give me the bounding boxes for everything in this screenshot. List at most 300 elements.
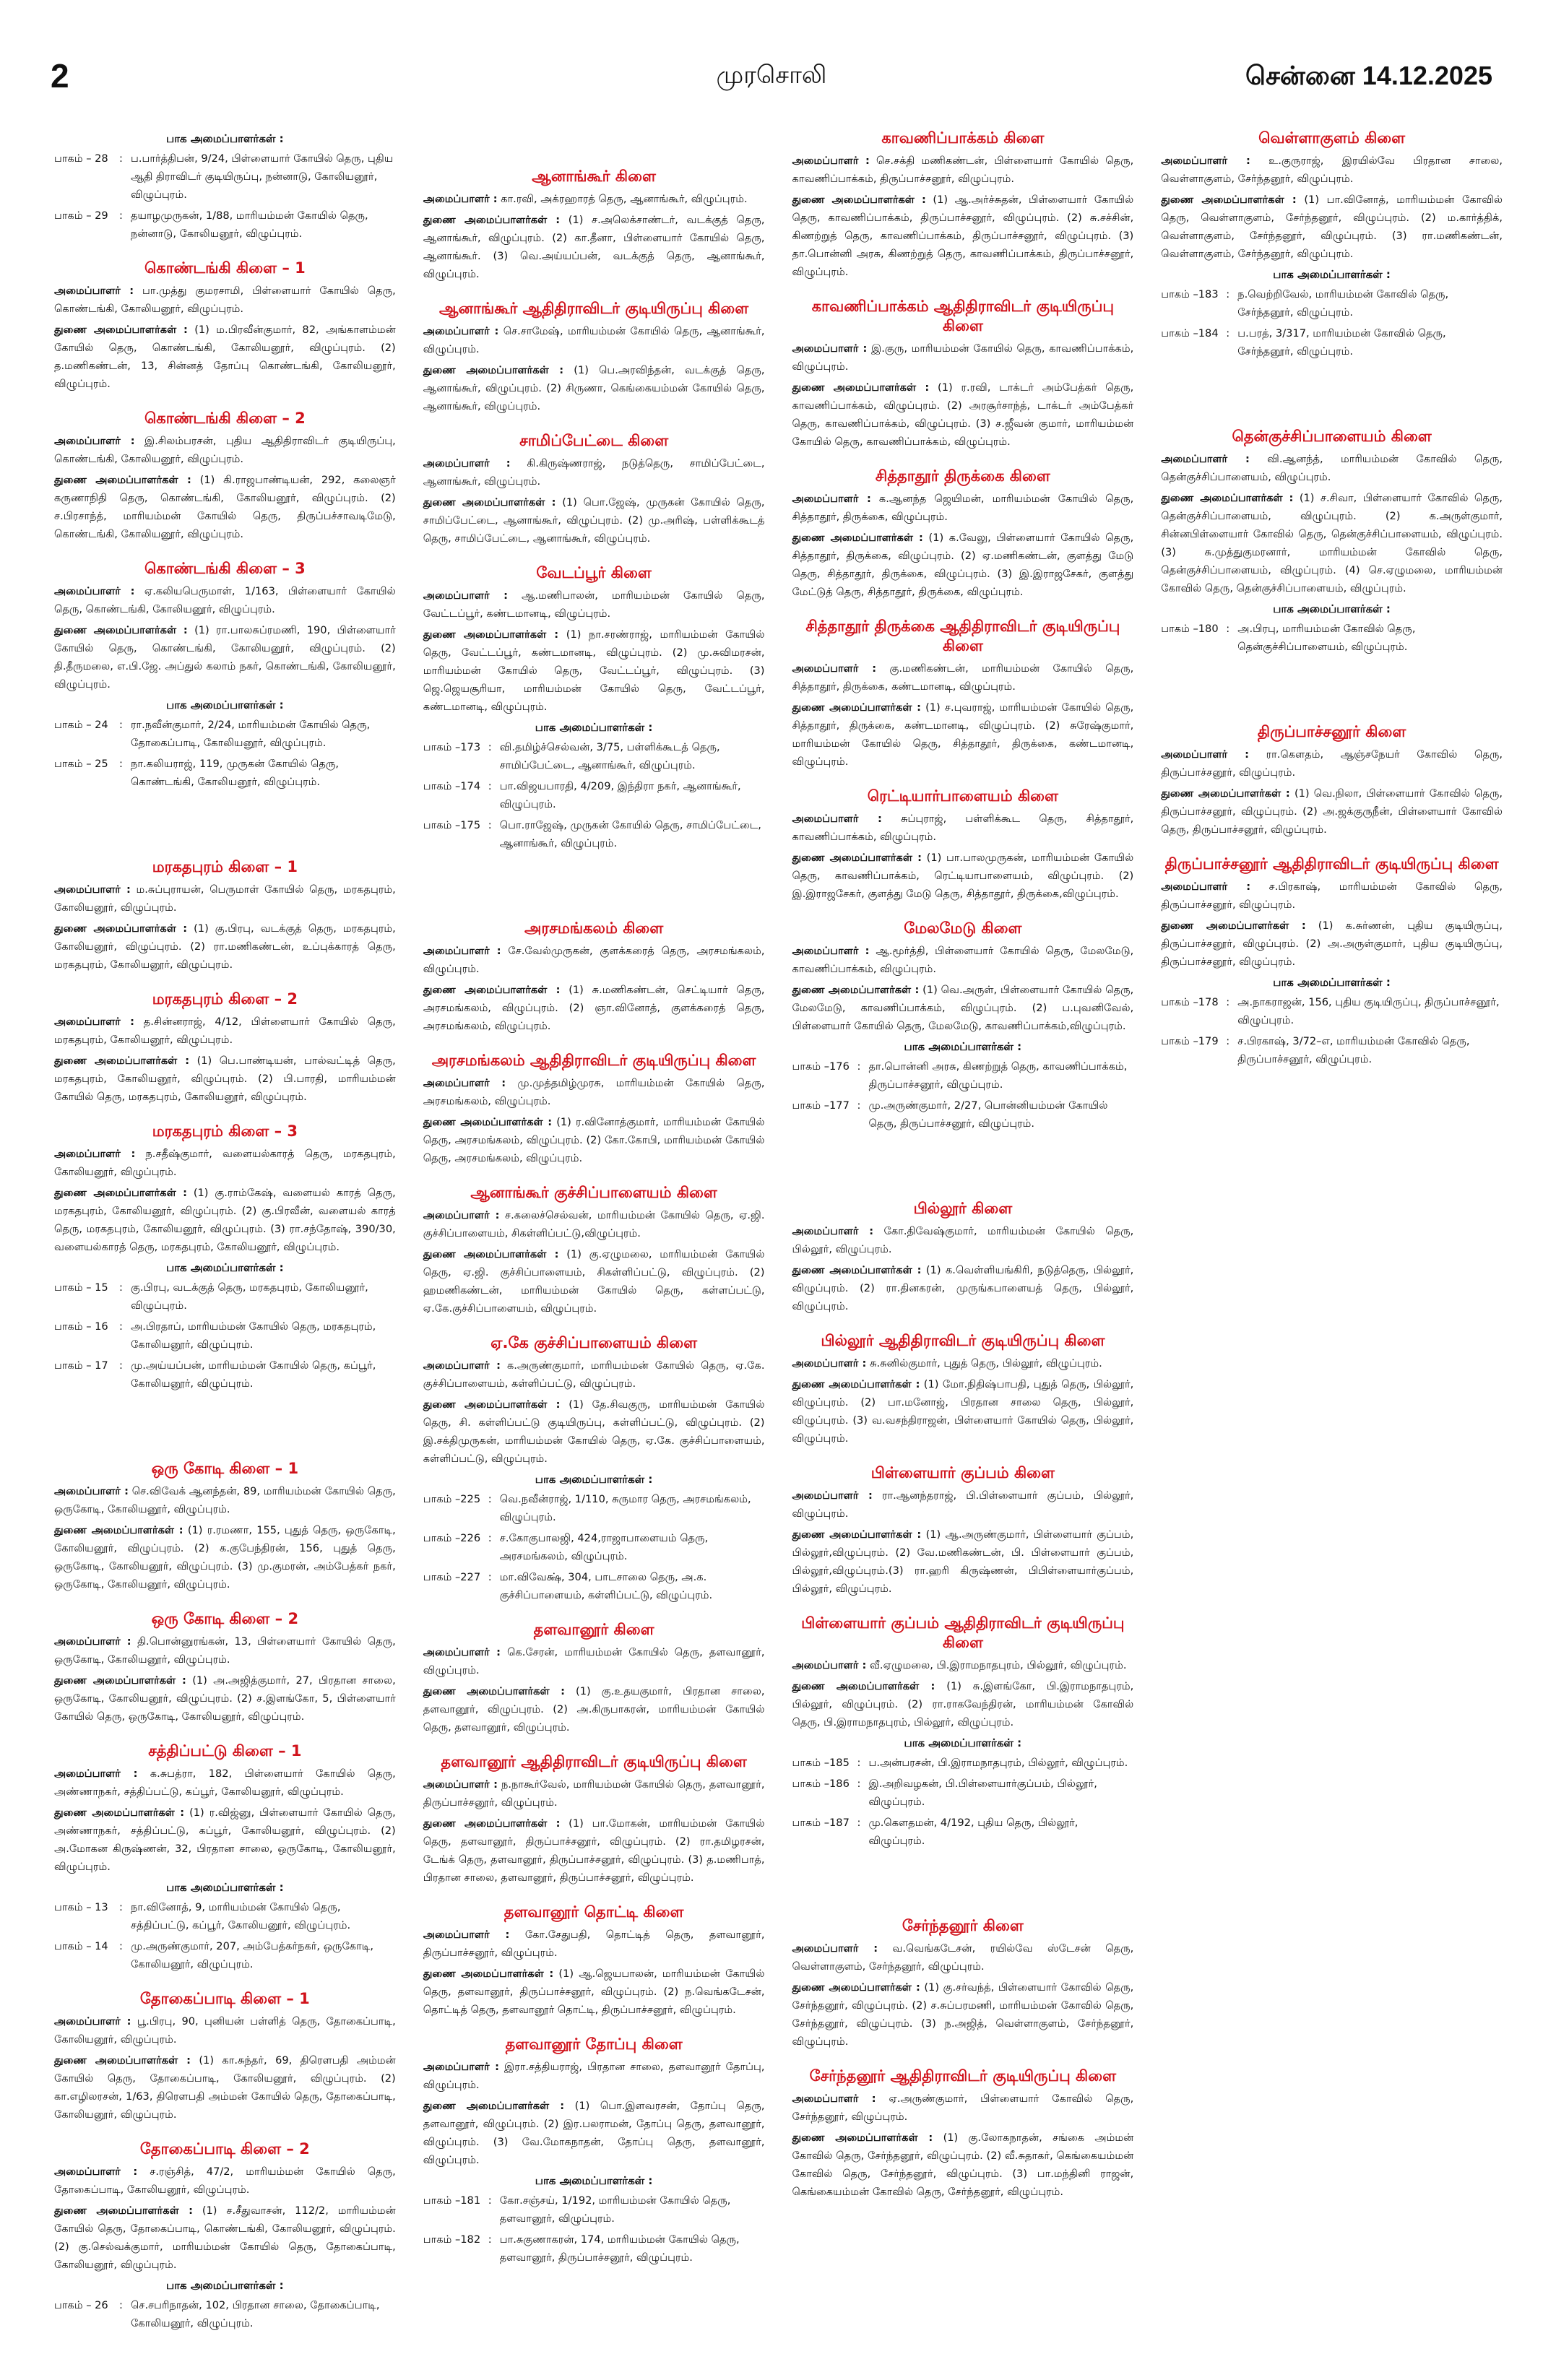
- part-number: பாகம் – 28: [54, 152, 108, 165]
- organizer-label: அமைப்பாளர் :: [54, 1767, 138, 1780]
- branch-heading: வெள்ளாகுளம் கிளை: [1258, 129, 1406, 147]
- organizer-text: வ.வெங்கடேசன், ரயில்வே ஸ்டேசன் தெரு, வெள்ளாகுளம், சேர்ந்தனூர், விழுப்புரம்.: [792, 1942, 1134, 1973]
- part-row: [54, 207, 396, 243]
- part-colon: :: [119, 152, 123, 165]
- deputies-label: துணை அமைப்பாளர்கள் :: [792, 1528, 922, 1541]
- branch-heading: தென்குச்சிப்பாளையம் கிளை: [1232, 428, 1432, 445]
- organizer-line: [792, 810, 1134, 846]
- branch-heading: தளவானூர் தொட்டி கிளை: [503, 1903, 684, 1921]
- branch-section: [792, 1199, 1134, 1315]
- part-organizers-title: பாக அமைப்பாளர்கள் :: [1273, 268, 1391, 281]
- deputies-line: [792, 378, 1134, 451]
- part-row: [792, 1057, 1134, 1094]
- branch-heading: மரகதபுரம் கிளை – 3: [152, 1122, 298, 1140]
- organizer-text: கோ.சேதுபதி, தொட்டித் தெரு, தளவானூர், திருப்பாச்சனூர், விழுப்புரம்.: [423, 1929, 765, 1959]
- deputies-label: துணை அமைப்பாளர்கள் :: [792, 1981, 920, 1994]
- section-spacer: [54, 1408, 396, 1459]
- deputies-label: துணை அமைப்பாளர்கள் :: [423, 1968, 554, 1980]
- organizer-label: அமைப்பாளர் :: [792, 662, 877, 675]
- part-colon: :: [488, 2194, 492, 2207]
- part-number: பாகம் – 24: [54, 719, 108, 731]
- part-number: பாகம் –181: [423, 2194, 481, 2207]
- branch-section: [423, 1183, 765, 1317]
- part-row: [423, 816, 765, 852]
- organizer-text: ஏ.கலியபெருமாள், 1/163, பிள்ளையார் கோயில் தெரு, கொண்டங்கி, கோலியனூர், விழுப்புரம்.: [54, 585, 396, 615]
- deputies-line: [423, 1814, 765, 1887]
- organizer-line: [1161, 152, 1503, 188]
- organizer-text: பூ.பிரபு, 90, புனியன் பள்ளித் தெரு, தோகைப்பாடி, கோலியனூர், விழுப்புரம்.: [54, 2015, 396, 2046]
- organizer-line: [792, 659, 1134, 696]
- branch-section: [792, 787, 1134, 903]
- branch-heading: கொண்டங்கி கிளை – 1: [144, 259, 306, 277]
- part-text: பா.விஜயபாரதி, 4/209, இந்திரா நகர், ஆனாங்கூர், விழுப்புரம்.: [499, 780, 741, 810]
- organizer-text: செ.விவேக் ஆனந்தன், 89, மாரியம்மன் கோயில் தெரு, ஒருகோடி, கோலியனூர், விழுப்புரம்.: [54, 1485, 396, 1515]
- deputies-text: (1) கா.சுந்தர், 69, திரௌபதி அம்மன் கோயில் தெரு, தோகைப்பாடி, கோலியனூர், விழுப்புரம். (2) கா.எழிலரசன், 1/63, திரௌபதி அம்மன் கோயில் தெரு, தோகைப்பாடி, கோலியனூர், விழுப்புரம்.: [54, 2054, 396, 2121]
- part-text: மு.அய்யப்பன், மாரியம்மன் கோயில் தெரு, கப்பூர், கோலியனூர், விழுப்புரம்.: [131, 1359, 376, 1390]
- part-text: அ.நாகராஜன், 156, புதிய குடியிருப்பு, திருப்பாச்சனூர், விழுப்புரம்.: [1237, 996, 1500, 1026]
- part-organizers-title: பாக அமைப்பாளர்கள் :: [1273, 602, 1391, 615]
- part-colon: :: [119, 1281, 123, 1294]
- organizer-line: [1161, 745, 1503, 782]
- part-organizers-title: பாக அமைப்பாளர்கள் :: [535, 1473, 653, 1486]
- deputies-text: (1) க.வேலு, பிள்ளையார் கோயில் தெரு, சித்தாதூர், திருக்கை, விழுப்புரம். (2) ஏ.மணிகண்டன், குளத்து மேடு தெரு, சித்தாதூர், திருக்கை, விழுப்புரம். (3) இ.இராஜசேகர், குளத்து மேட்டுத் தெரு, சித்தாதூர், திருக்கை, விழுப்புரம்.: [792, 532, 1134, 598]
- deputies-label: துணை அமைப்பாளர்கள் :: [54, 1806, 185, 1819]
- organizer-label: அமைப்பாளர் :: [54, 2015, 131, 2028]
- part-row: [423, 738, 765, 774]
- branch-section: [54, 1989, 396, 2124]
- branch-heading: தளவானூர் ஆதிதிராவிடர் குடியிருப்பு கிளை: [441, 1753, 747, 1770]
- deputies-label: துணை அமைப்பாளர்கள் :: [54, 2054, 191, 2067]
- organizer-line: [792, 1939, 1134, 1976]
- deputies-text: (1) பா.மோகன், மாரியம்மன் கோயில் தெரு, தளவானூர், திருப்பாச்சனூர், விழுப்புரம். (2) ரா.தமிழரசன், டேங்க் தெரு, தளவானூர், திருப்பாச்சனூர், விழுப்புரம். (3) த.மணிபாத், பிரதான சாலை, தளவானூர், திருப்பாச்சனூர், விழுப்புரம்.: [423, 1817, 765, 1884]
- organizer-label: அமைப்பாளர் :: [792, 1357, 867, 1369]
- deputies-line: [423, 1245, 765, 1317]
- organizer-label: அமைப்பாளர் :: [423, 1209, 500, 1221]
- organizer-line: [54, 282, 396, 318]
- part-number: பாகம் –174: [423, 780, 481, 792]
- branch-section: [54, 1122, 396, 1393]
- part-colon: :: [857, 1757, 861, 1769]
- part-colon: :: [119, 2299, 123, 2311]
- deputies-label: துணை அமைப்பாளர்கள் :: [423, 1817, 561, 1830]
- deputies-label: துணை அமைப்பாளர்கள் :: [423, 1685, 565, 1697]
- part-text: மு.அருண்குமார், 207, அம்பேத்கர்நகர், ஒருகோடி, கோலியனூர், விழுப்புரம்.: [131, 1940, 374, 1970]
- section-spacer: [423, 2282, 765, 2333]
- organizer-label: அமைப்பாளர் :: [423, 589, 508, 602]
- deputies-label: துணை அமைப்பாளர்கள் :: [1161, 787, 1290, 800]
- deputies-label: துணை அமைப்பாளர்கள் :: [792, 701, 921, 714]
- branch-section: [1161, 722, 1503, 839]
- organizer-line: [792, 152, 1134, 188]
- deputies-label: துணை அமைப்பாளர்கள் :: [54, 624, 188, 636]
- deputies-line: [792, 1677, 1134, 1731]
- part-text: வெ.நவீன்ராஜ், 1/110, சுருமார தெரு, அரசமங்கலம், விழுப்புரம்.: [499, 1493, 751, 1523]
- branch-section: [792, 1331, 1134, 1448]
- organizer-text: சே.வேல்முருகன், குளக்கரைத் தெரு, அரசமங்கலம், விழுப்புரம்.: [423, 945, 765, 975]
- part-text: ந.வெற்றிவேல், மாரியம்மன் கோவில் தெரு, சேர்ந்தனூர், விழுப்புரம்.: [1237, 288, 1449, 319]
- organizer-line: [792, 1487, 1134, 1523]
- part-number: பாகம் – 15: [54, 1281, 108, 1294]
- organizer-line: [54, 1013, 396, 1049]
- organizer-text: மு.முத்தமிழ்முரசு, மாரியம்மன் கோயில் தெரு, அரசமங்கலம், விழுப்புரம்.: [423, 1077, 765, 1107]
- branch-heading: தளவானூர் கிளை: [533, 1621, 654, 1638]
- deputies-line: [792, 1261, 1134, 1315]
- deputies-label: துணை அமைப்பாளர்கள் :: [423, 984, 561, 996]
- part-text: கோ.சஞ்சய், 1/192, மாரியம்மன் கோயில் தெரு, தளவானூர், விழுப்புரம்.: [499, 2194, 731, 2225]
- deputies-text: (1) வெ.நிலா, பிள்ளையார் கோவில் தெரு, திருப்பாச்சனூர், விழுப்புரம். (2) அ.ஜக்குருநீன், பிள்ளையார் கோவில் தெரு, திருப்பாச்சனூர், விழுப்புரம்.: [1161, 787, 1503, 836]
- organizer-label: அமைப்பாளர் :: [54, 1148, 136, 1160]
- branch-heading: தளவானூர் தோப்பு கிளை: [505, 2035, 683, 2053]
- deputies-label: துணை அமைப்பாளர்கள் :: [423, 496, 556, 509]
- branch-section: [1161, 129, 1503, 360]
- part-organizers-title: பாக அமைப்பாளர்கள் :: [166, 1261, 284, 1274]
- part-colon: :: [488, 780, 492, 792]
- branch-section: [792, 2067, 1134, 2201]
- deputies-text: (1) பொ.இளவரசன், தோப்பு தெரு, தளவானூர், விழுப்புரம். (2) இர.பலராமன், தோப்பு தெரு, தளவானூர், விழுப்புரம். (3) வே.மோகநாதன், தோப்பு தெரு, தளவானூர், விழுப்புரம்.: [423, 2100, 765, 2166]
- deputies-line: [792, 1526, 1134, 1598]
- organizer-label: அமைப்பாளர் :: [423, 945, 501, 957]
- organizer-label: அமைப்பாளர் :: [1161, 453, 1250, 465]
- part-text: மு.அருண்குமார், 2/27, பொன்னியம்மன் கோயில் தெரு, திருப்பாச்சனூர், விழுப்புரம்.: [868, 1099, 1108, 1130]
- part-text: நா.வினோத், 9, மாரியம்மன் கோயில் தெரு, சத்திப்பட்டு, கப்பூர், கோலியனூர், விழுப்புரம்.: [131, 1901, 351, 1931]
- branch-section: [423, 1903, 765, 2019]
- part-colon: :: [488, 1532, 492, 1544]
- organizer-text: வி.ஆனந்த், மாரியம்மன் கோவில் தெரு, தென்குச்சிப்பாளையம், விழுப்புரம்.: [1161, 453, 1503, 483]
- organizer-line: [1161, 450, 1503, 486]
- organizer-label: அமைப்பாளர் :: [423, 193, 498, 205]
- part-colon: :: [488, 741, 492, 753]
- branch-heading: திருப்பாச்சனூர் கிளை: [1257, 723, 1406, 740]
- organizer-line: [792, 339, 1134, 376]
- deputies-text: (1) ர.ரமணா, 155, புதுத் தெரு, ஒருகோடி, கோலியனூர், விழுப்புரம். (2) க.குபேந்திரன், 156, புதுத் தெரு, ஒருகோடி, கோலியனூர், விழுப்புரம். (3) மு.குமரன், அம்பேத்கர் நகர், ஒருகோடி, கோலியனூர், விழுப்புரம்.: [54, 1524, 396, 1591]
- part-colon: :: [1226, 623, 1230, 635]
- organizer-text: க.அருண்குமார், மாரியம்மன் கோயில் தெரு, ஏ.கே. குச்சிப்பாளையம், கள்ளிப்பட்டு, விழுப்புரம்.: [423, 1359, 765, 1390]
- branch-heading: பிள்ளையார் குப்பம் ஆதிதிராவிடர் குடியிருப்பு கிளை: [801, 1614, 1125, 1651]
- organizer-text: செ.சக்தி மணிகண்டன், பிள்ளையார் கோயில் தெரு, காவணிப்பாக்கம், திருப்பாச்சனூர், விழுப்புரம்.: [792, 155, 1134, 185]
- deputies-label: துணை அமைப்பாளர்கள் :: [423, 628, 559, 641]
- part-organizers-title: பாக அமைப்பாளர்கள் :: [904, 1736, 1022, 1749]
- deputies-label: துணை அமைப்பாளர்கள் :: [792, 194, 926, 206]
- deputies-text: (1) ச.அலெக்சாண்டர், வடக்குத் தெரு, ஆனாங்கூர், விழுப்புரம். (2) கா.தீனா, பிள்ளையார் கோயில் தெரு, ஆனாங்கூர். (3) வெ.அய்யப்பன், வடக்குத் தெரு, ஆனாங்கூர், விழுப்புரம்.: [423, 214, 765, 280]
- deputies-line: [1161, 489, 1503, 597]
- deputies-text: (1) ர.ரவி, டாக்டர் அம்பேத்கர் தெரு, காவணிப்பாக்கம், விழுப்புரம். (2) அரசூர்சாந்த், டாக்டர் அம்பேத்கர் தெரு, காவணிப்பாக்கம், விழுப்புரம். (3) ச.ஜீவன் குமார், மாரியம்மன் கோயில் தெரு, காவணிப்பாக்கம், விழுப்புரம்.: [792, 381, 1134, 448]
- deputies-label: துணை அமைப்பாளர்கள் :: [792, 1378, 920, 1390]
- organizer-line: [54, 1482, 396, 1518]
- organizer-label: அமைப்பாளர் :: [1161, 155, 1250, 167]
- organizer-text: வீ.ஏழுமலை, பி.இராமநாதபுரம், பில்லூர், விழுப்புரம்.: [869, 1659, 1127, 1671]
- part-text: பொ.ராஜேஷ், முருகன் கோயில் தெரு, சாமிப்பேட்டை, ஆனாங்கூர், விழுப்புரம்.: [499, 819, 761, 849]
- deputies-text: (1) ம.பிரவீன்குமார், 82, அங்காளம்மன் கோயில் தெரு, கொண்டங்கி, கோலியனூர், விழுப்புரம். (2) த.மணிகண்டன், 13, சின்னத் தோப்பு கொண்டங்கி, கோலியனூர், விழுப்புரம்.: [54, 324, 396, 390]
- branch-section: [423, 299, 765, 415]
- deputies-line: [423, 211, 765, 283]
- organizer-label: அமைப்பாளர் :: [423, 1929, 510, 1941]
- branch-section: [54, 1741, 396, 1973]
- part-colon: :: [488, 1493, 492, 1505]
- section-spacer: [423, 868, 765, 919]
- deputies-text: (1) பெ.அரவிந்தன், வடக்குத் தெரு, ஆனாங்கூர், விழுப்புரம். (2) சிருணா, கெங்கையம்மன் கோயில் தெரு, ஆனாங்கூர், விழுப்புரம்.: [423, 364, 765, 412]
- part-number: பாகம் –184: [1161, 327, 1219, 339]
- deputies-text: (1) வெ.அருள், பிள்ளையார் கோயில் தெரு, மேலமேடு, காவணிப்பாக்கம், விழுப்புரம். (2) ப.புவனிவேல், பிள்ளையார் கோயில் தெரு, மேலமேடு, காவணிப்பாக்கம்,விழுப்புரம்.: [792, 984, 1134, 1032]
- organizer-text: த.சின்னராஜ், 4/12, பிள்ளையார் கோயில் தெரு, மரகதபுரம், கோலியனூர், விழுப்புரம்.: [54, 1016, 396, 1046]
- part-organizers-title: பாக அமைப்பாளர்கள் :: [535, 721, 653, 734]
- part-text: ச.பிரகாஷ், 3/72–எ, மாரியம்மன் கோவில் தெரு, திருப்பாச்சனூர், விழுப்புரம்.: [1237, 1035, 1470, 1065]
- part-row: [54, 150, 396, 204]
- deputies-text: (1) பா.வினோத், மாரியம்மன் கோவில் தெரு, வெள்ளாகுளம், சேர்ந்தனூர், விழுப்புரம். (2) ம.கார்த்திக், வெள்ளாகுளம், சேர்ந்தனூர், விழுப்புரம். (3) ரா.மணிகண்டன், வெள்ளாகுளம், சேர்ந்தனூர், விழுப்புரம்.: [1161, 194, 1503, 260]
- deputies-line: [54, 919, 396, 974]
- organizer-text: ச.ரஞ்சித், 47/2, மாரியம்மன் கோயில் தெரு, தோகைப்பாடி, கோலியனூர், விழுப்புரம்.: [54, 2165, 396, 2196]
- organizer-text: ந.சதீஷ்குமார், வளையல்காரத் தெரு, மரகதபுரம், கோலியனூர், விழுப்புரம்.: [54, 1148, 396, 1178]
- part-number: பாகம் –177: [792, 1099, 850, 1112]
- organizer-text: க.ஆனந்த ஜெயிமன், மாரியம்மன் கோயில் தெரு, சித்தாதூர், திருக்கை, விழுப்புரம்.: [792, 493, 1134, 523]
- branch-heading: ஏ.கே குச்சிப்பாளையம் கிளை: [490, 1334, 698, 1351]
- part-organizers-title: பாக அமைப்பாளர்கள் :: [166, 132, 284, 145]
- part-text: அ.பிரபு, மாரியம்மன் கோவில் தெரு, தென்குச்சிப்பாளையம், விழுப்புரம்.: [1237, 623, 1416, 653]
- deputies-line: [792, 849, 1134, 903]
- branch-section: [423, 167, 765, 283]
- deputies-line: [423, 361, 765, 415]
- organizer-text: சுப்புராஜ், பள்ளிக்கூட தெரு, சித்தாதூர், காவணிப்பாக்கம், விழுப்புரம்.: [792, 813, 1134, 843]
- deputies-line: [792, 2129, 1134, 2201]
- deputies-line: [423, 626, 765, 716]
- organizer-label: அமைப்பாளர் :: [54, 285, 134, 297]
- part-row: [423, 1529, 765, 1565]
- newspaper-title: முரசொலி: [716, 61, 827, 90]
- branch-section: [54, 259, 396, 393]
- organizer-label: அமைப்பாளர் :: [54, 883, 131, 896]
- deputies-line: [1161, 784, 1503, 839]
- branch-heading: சித்தாதூர் திருக்கை ஆதிதிராவிடர் குடியிருப்பு கிளை: [805, 618, 1120, 654]
- branch-heading: மரகதபுரம் கிளை – 2: [152, 990, 298, 1008]
- deputies-line: [1161, 191, 1503, 263]
- organizer-label: அமைப்பாளர் :: [54, 585, 135, 597]
- deputies-label: துணை அமைப்பாளர்கள் :: [54, 1674, 186, 1687]
- deputies-label: துணை அமைப்பாளர்கள் :: [792, 532, 923, 544]
- branch-heading: வேடப்பூர் கிளை: [536, 564, 652, 581]
- section-spacer: [1161, 376, 1503, 427]
- deputies-label: துணை அமைப்பாளர்கள் :: [792, 2132, 933, 2144]
- part-colon: :: [1226, 288, 1230, 300]
- deputies-text: (1) ஆ.அர்ச்சுதன், பிள்ளையார் கோயில் தெரு, காவணிப்பாக்கம், திருப்பாச்சனூர், விழுப்புரம். (2) சு.சச்சின், கிணற்றுத் தெரு, காவணிப்பாக்கம், திருப்பாச்சனூர், விழுப்புரம். (3) தா.பொன்னி அரசு, கிணற்றுத் தெரு, காவணிப்பாக்கம், திருப்பாச்சனூர், விழுப்புரம்.: [792, 194, 1134, 278]
- organizer-line: [54, 1632, 396, 1669]
- organizer-text: கு.மணிகண்டன், மாரியம்மன் கோயில் தெரு, சித்தாதூர், திருக்கை, கண்டமானடி, விழுப்புரம்.: [792, 662, 1134, 693]
- part-number: பாகம் –186: [792, 1778, 850, 1790]
- branch-heading: ஆனாங்கூர் குச்சிப்பாளையம் கிளை: [470, 1184, 717, 1201]
- organizer-text: ரா.கௌதம், ஆஞ்சநேயர் கோவில் தெரு, திருப்பாச்சனூர், விழுப்புரம்.: [1161, 748, 1503, 779]
- deputies-label: துணை அமைப்பாளர்கள் :: [792, 1264, 922, 1276]
- part-organizers-title: பாக அமைப்பாளர்கள் :: [535, 2174, 653, 2187]
- deputies-label: துணை அமைப்பாளர்கள் :: [54, 1055, 190, 1067]
- part-number: பாகம் –225: [423, 1493, 481, 1505]
- organizer-label: அமைப்பாளர் :: [423, 457, 511, 469]
- deputies-line: [54, 321, 396, 393]
- part-colon: :: [1226, 1035, 1230, 1047]
- deputies-line: [54, 2202, 396, 2274]
- part-organizers-title: பாக அமைப்பாளர்கள் :: [166, 698, 284, 711]
- deputies-label: துணை அமைப்பாளர்கள் :: [423, 364, 564, 376]
- branch-section: [423, 919, 765, 1035]
- part-text: தயாழமுருகன், 1/88, மாரியம்மன் கோயில் தெரு, நன்னாடு, கோலியனூர், விழுப்புரம்.: [131, 209, 368, 240]
- organizer-line: [423, 942, 765, 978]
- deputies-label: துணை அமைப்பாளர்கள் :: [423, 1248, 559, 1260]
- organizer-text: கோ.திவேஷ்குமார், மாரியம்மன் கோயில் தெரு, பில்லூர், விழுப்புரம்.: [792, 1225, 1134, 1255]
- organizer-text: ந.நாகூர்வேல், மாரியம்மன் கோயில் தெரு, தளவானூர், திருப்பாச்சனூர், விழுப்புரம்.: [423, 1778, 765, 1809]
- branch-heading: தோகைப்பாடி கிளை – 1: [139, 1990, 310, 2007]
- part-number: பாகம் –179: [1161, 1035, 1219, 1047]
- deputies-text: (1) ரா.பாலசுப்ரமணி, 190, பிள்ளையார் கோயில் தெரு, கொண்டங்கி, கோலியனூர், விழுப்புரம். (2) தி.தீருமலை, எ.பி.ஜே. அப்துல் கலாம் நகர், கொண்டங்கி, கோலியனூர், விழுப்புரம்.: [54, 624, 396, 691]
- organizer-text: ஆ.மணிபாலன், மாரியம்மன் கோயில் தெரு, வேட்டப்பூர், கண்டமானடி, விழுப்புரம்.: [423, 589, 765, 620]
- deputies-line: [54, 1184, 396, 1256]
- part-number: பாகம் –226: [423, 1532, 481, 1544]
- part-colon: :: [488, 1571, 492, 1583]
- section-spacer: [1161, 672, 1503, 722]
- deputies-text: (1) கு.லோகநாதன், சங்கை அம்மன் கோவில் தெரு, சேர்ந்தனூர், விழுப்புரம். (2) வீ.சுதாகர், கெங்கையம்மன் கோவில் தெரு, சேர்ந்தனூர், விழுப்புரம். (3) பா.மந்தினி ராஜன், கெங்கையம்மன் கோவில் தெரு, சேர்ந்தனூர், விழுப்புரம்.: [792, 2132, 1134, 2198]
- branch-section: [54, 1609, 396, 1726]
- part-organizers-title: பாக அமைப்பாளர்கள் :: [166, 2279, 284, 2292]
- organizer-text: ஏ.அருண்குமார், பிள்ளையார் கோவில் தெரு, சேர்ந்தனூர், விழுப்புரம்.: [792, 2093, 1134, 2123]
- deputies-line: [792, 1978, 1134, 2051]
- branch-section: [423, 563, 765, 852]
- branch-section: [423, 1333, 765, 1604]
- deputies-text: (1) பொ.ஜேஷ், முருகன் கோயில் தெரு, சாமிப்பேட்டை, ஆனாங்கூர், விழுப்புரம். (2) மு.அரிஷ், பள்ளிக்கூடத் தெரு, சாமிப்பேட்டை, ஆனாங்கூர், விழுப்புரம்.: [423, 496, 765, 545]
- organizer-line: [54, 2163, 396, 2199]
- deputies-text: (1) கு.சர்வந்த், பிள்ளையார் கோவில் தெரு, சேர்ந்தனூர், விழுப்புரம். (2) ச.சுப்பரமணி, மாரியம்மன் கோவில் தெரு, சேர்ந்தனூர், விழுப்புரம். (3) ந.அஜித், வெள்ளாகுளம், சேர்ந்தனூர், விழுப்புரம்.: [792, 1981, 1134, 2048]
- organizer-text: இ.சிலம்பரசன், புதிய ஆதிதிராவிடர் குடியிருப்பு, கொண்டங்கி, கோலியனூர், விழுப்புரம்.: [54, 435, 396, 465]
- organizer-line: [792, 942, 1134, 978]
- branch-section: [1161, 854, 1503, 1068]
- deputies-line: [792, 698, 1134, 771]
- deputies-text: (1) ச.புவராஜ், மாரியம்மன் கோயில் தெரு, சித்தாதூர், திருக்கை, கண்டமானடி, விழுப்புரம். (2) சுரேஷ்குமார், மாரியம்மன் கோயில் தெரு, சித்தாதூர், திருக்கை, கண்டமானடி, விழுப்புரம்.: [792, 701, 1134, 768]
- part-row: [792, 1754, 1134, 1772]
- part-row: [1161, 285, 1503, 321]
- organizer-label: அமைப்பாளர் :: [54, 435, 135, 447]
- deputies-line: [54, 471, 396, 543]
- organizer-label: அமைப்பாளர் :: [792, 1659, 867, 1671]
- section-spacer: [54, 807, 396, 857]
- organizer-text: ச.பிரகாஷ், மாரியம்மன் கோவில் தெரு, திருப்பாச்சனூர், விழுப்புரம்.: [1161, 880, 1503, 911]
- branch-section: [54, 857, 396, 974]
- part-colon: :: [119, 1901, 123, 1913]
- part-number: பாகம் – 17: [54, 1359, 108, 1372]
- part-text: மா.விவேக்ஷ், 304, பாடசாலை தெரு, அ.க. குச்சிப்பாளையம், கள்ளிப்பட்டு, விழுப்புரம்.: [499, 1571, 713, 1601]
- deputies-line: [792, 529, 1134, 601]
- branch-section: [792, 1916, 1134, 2051]
- part-number: பாகம் –176: [792, 1060, 850, 1073]
- part-text: ப.பார்த்திபன், 9/24, பிள்ளையார் கோயில் தெரு, புதிய ஆதி திராவிடர் குடியிருப்பு, நன்னாடு, கோலியனூர், விழுப்புரம்.: [131, 152, 394, 201]
- organizer-line: [423, 322, 765, 358]
- organizer-label: அமைப்பாளர் :: [792, 2093, 876, 2105]
- deputies-label: துணை அமைப்பாளர்கள் :: [1161, 492, 1294, 504]
- organizer-line: [423, 1074, 765, 1110]
- deputies-label: துணை அமைப்பாளர்கள் :: [792, 984, 920, 996]
- organizer-text: தி.பொன்னுரங்கன், 13, பிள்ளையார் கோயில் தெரு, ஒருகோடி, கோலியனூர், விழுப்புரம்.: [54, 1635, 396, 1666]
- organizer-label: அமைப்பாளர் :: [1161, 880, 1251, 893]
- part-number: பாகம் –183: [1161, 288, 1219, 300]
- part-row: [792, 1096, 1134, 1133]
- deputies-label: துணை அமைப்பாளர்கள் :: [54, 1187, 187, 1199]
- deputies-line: [54, 2051, 396, 2124]
- organizer-label: அமைப்பாளர் :: [792, 493, 871, 505]
- dateline: சென்னை 14.12.2025: [1245, 61, 1492, 90]
- organizer-label: அமைப்பாளர் :: [792, 1225, 874, 1237]
- organizer-text: கா.ரவி, அக்ரஹாரத் தெரு, ஆனாங்கூர், விழுப்புரம்.: [501, 193, 748, 205]
- branch-section: [423, 2035, 765, 2267]
- part-row: [1161, 993, 1503, 1029]
- part-text: செ.சபரிநாதன், 102, பிரதான சாலை, தோகைப்பாடி, கோலியனூர், விழுப்புரம்.: [131, 2299, 380, 2329]
- deputies-label: துணை அமைப்பாளர்கள் :: [54, 1524, 183, 1536]
- part-organizers-title: பாக அமைப்பாளர்கள் :: [166, 1881, 284, 1894]
- deputies-text: (1) க.வெள்ளியங்கிரி, நடுத்தெரு, பில்லூர், விழுப்புரம். (2) ரா.தினகரன், முருங்கபாளையத் தெரு, பில்லூர், விழுப்புரம்.: [792, 1264, 1134, 1312]
- part-colon: :: [119, 758, 123, 770]
- deputies-text: (1) ச.சிவா, பிள்ளையார் கோவில் தெரு, தென்குச்சிப்பாளையம், விழுப்புரம். (2) க.அருள்குமார், சின்னபிள்ளையார் கோவில் தெரு, தென்குச்சிப்பாளையம், விழுப்புரம். (3) சு.முத்துகுமரனார், மாரியம்மன் கோவில் தெரு, தென்குச்சிப்பாளையம், விழுப்புரம். (4) செ.ஏழுமலை, மாரியம்மன் கோவில் தெரு, தென்குச்சிப்பாளையம், விழுப்புரம்.: [1161, 492, 1503, 594]
- part-colon: :: [119, 1359, 123, 1372]
- organizer-label: அமைப்பாளர் :: [792, 155, 870, 167]
- organizer-label: அமைப்பாளர் :: [423, 1778, 498, 1791]
- part-number: பாகம் –180: [1161, 623, 1219, 635]
- branch-section: [423, 1051, 765, 1167]
- deputies-label: துணை அமைப்பாளர்கள் :: [54, 474, 191, 486]
- branch-heading: மேலமேடு கிளை: [904, 919, 1022, 937]
- masthead: [43, 56, 1500, 100]
- branch-heading: திருப்பாச்சனூர் ஆதிதிராவிடர் குடியிருப்பு கிளை: [1164, 855, 1499, 873]
- deputies-text: (1) ர.விஜ்னு, பிள்ளையார் கோயில் தெரு, அண்ணாநகர், சத்திப்பட்டு, கப்பூர், கோலியனூர், விழுப்புரம். (2) அ.மோகன கிருஷ்ணன், 32, பிரதான சாலை, ஒருகோடி, கோலியனூர், விழுப்புரம்.: [54, 1806, 396, 1873]
- part-row: [54, 1317, 396, 1354]
- part-row: [423, 777, 765, 813]
- organizer-line: [792, 1222, 1134, 1258]
- branch-heading: சேர்ந்தனூர் கிளை: [902, 1917, 1024, 1934]
- organizer-line: [423, 1356, 765, 1393]
- organizer-line: [54, 1765, 396, 1801]
- deputies-line: [54, 1671, 396, 1726]
- organizer-line: [423, 454, 765, 490]
- organizer-label: அமைப்பாளர் :: [792, 1942, 878, 1955]
- organizer-label: அமைப்பாளர் :: [423, 325, 499, 337]
- part-number: பாகம் – 29: [54, 209, 108, 222]
- part-row: [1161, 324, 1503, 360]
- part-row: [792, 1775, 1134, 1811]
- part-number: பாகம் –178: [1161, 996, 1219, 1008]
- organizer-line: [423, 2058, 765, 2094]
- branch-section: [54, 409, 396, 543]
- organizer-label: அமைப்பாளர் :: [423, 2061, 499, 2073]
- deputies-line: [423, 493, 765, 548]
- part-number: பாகம் –182: [423, 2233, 481, 2246]
- branch-section: [1161, 427, 1503, 656]
- organizer-label: அமைப்பாளர் :: [423, 1359, 501, 1372]
- part-row: [423, 1568, 765, 1604]
- deputies-label: துணை அமைப்பாளர்கள் :: [792, 1680, 935, 1692]
- deputies-line: [423, 1682, 765, 1736]
- organizer-label: அமைப்பாளர் :: [792, 342, 868, 355]
- organizer-label: அமைப்பாளர் :: [54, 2165, 138, 2178]
- deputies-line: [54, 1521, 396, 1593]
- deputies-line: [54, 1052, 396, 1106]
- branch-heading: பில்லூர் கிளை: [913, 1200, 1013, 1217]
- organizer-text: சு.சுனில்குமார், புதுத் தெரு, பில்லூர், விழுப்புரம்.: [869, 1357, 1102, 1369]
- branch-heading: சத்திப்பட்டு கிளை – 1: [148, 1742, 302, 1760]
- organizer-text: ம.சுப்புராயன், பெருமாள் கோயில் தெரு, மரகதபுரம், கோலியனூர், விழுப்புரம்.: [54, 883, 396, 914]
- part-colon: :: [488, 819, 492, 831]
- organizer-text: கெ.சேரன், மாரியம்மன் கோயில் தெரு, தளவானூர், விழுப்புரம்.: [423, 1646, 765, 1676]
- branch-section: [54, 1459, 396, 1593]
- branch-section: [54, 559, 396, 791]
- branch-section: [54, 990, 396, 1106]
- deputies-label: துணை அமைப்பாளர்கள் :: [1161, 194, 1297, 206]
- branch-section: [792, 1463, 1134, 1598]
- deputies-text: (1) ச.சீதுவாசன், 112/2, மாரியம்மன் கோயில் தெரு, தோகைப்பாடி, கொண்டங்கி, கோலியனூர், விழுப்புரம். (2) கு.செல்வக்குமார், மாரியம்மன் கோயில் தெரு, தோகைப்பாடி, கோலியனூர், விழுப்புரம்.: [54, 2204, 396, 2271]
- organizer-label: அமைப்பாளர் :: [54, 1635, 131, 1648]
- organizer-line: [54, 880, 396, 917]
- part-colon: :: [488, 2233, 492, 2246]
